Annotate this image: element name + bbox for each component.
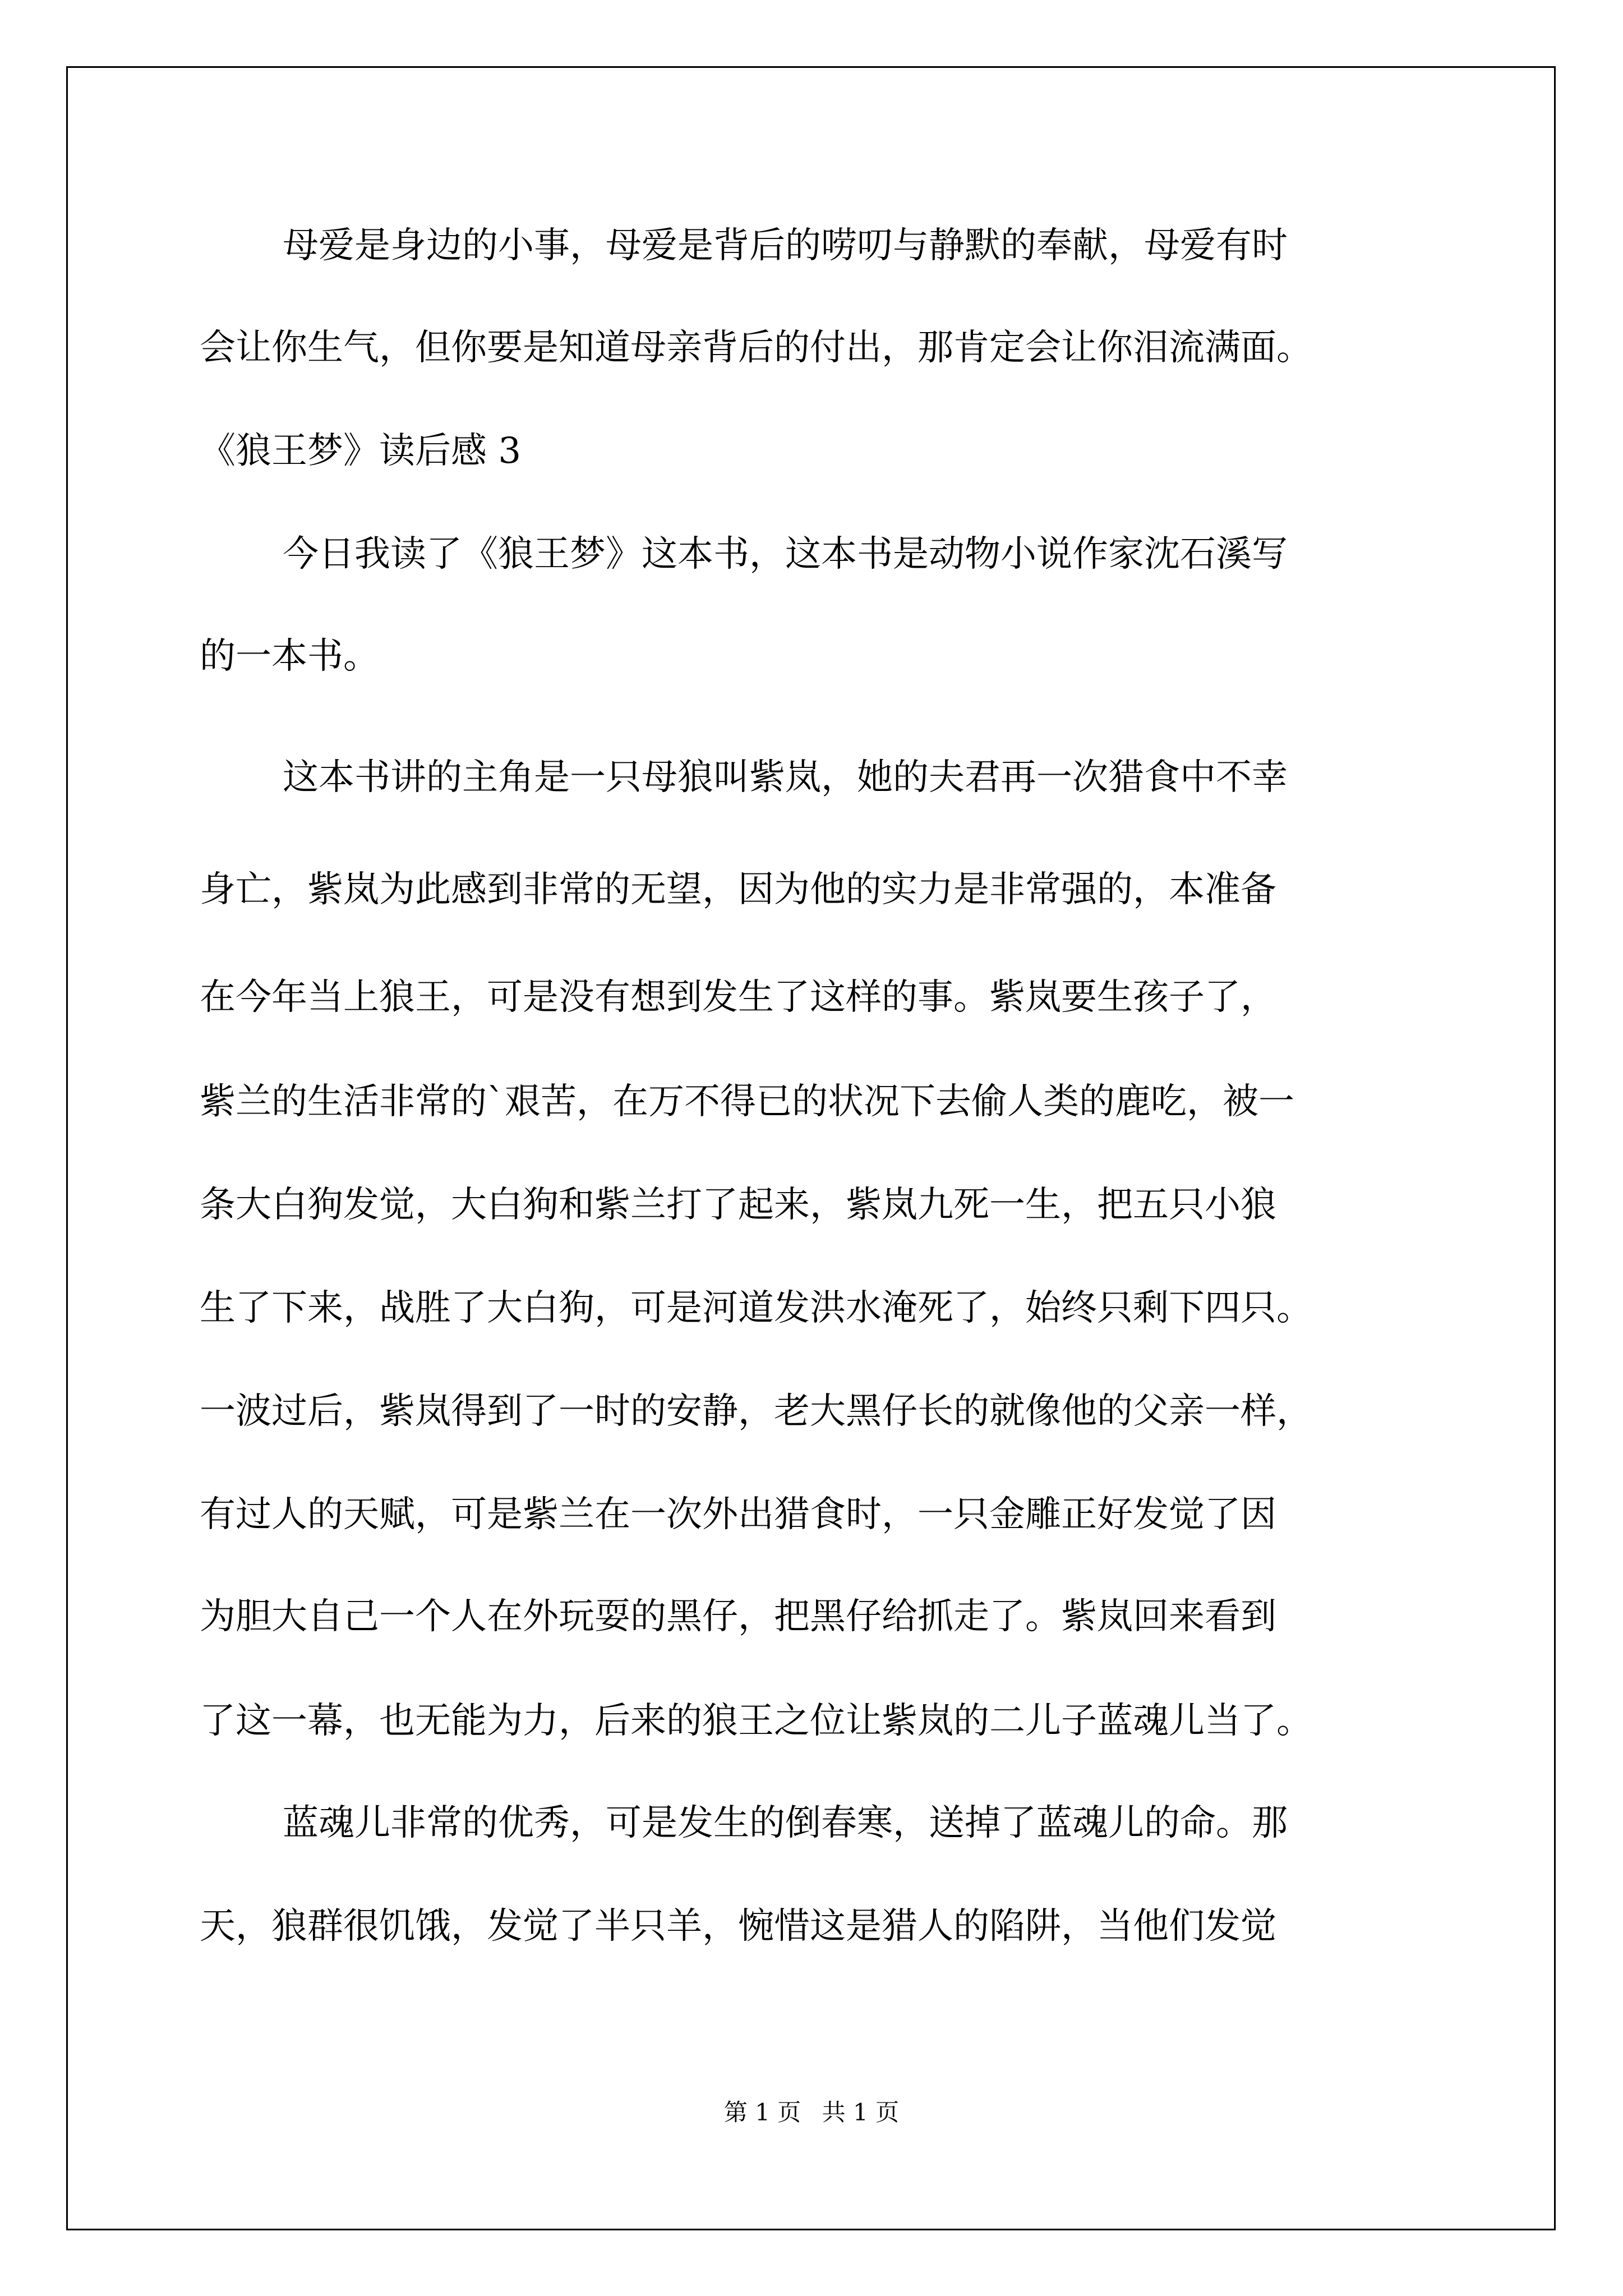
text-line: 一波过后，紫岚得到了一时的安静，老大黑仔长的就像他的父亲一样， xyxy=(200,1391,1312,1432)
text-line: 身亡，紫岚为此感到非常的无望，因为他的实力是非常强的，本准备 xyxy=(200,869,1276,910)
text-line: 了这一幕，也无能为力，后来的狼王之位让紫岚的二儿子蓝魂儿当了。 xyxy=(200,1700,1312,1742)
page-number: 第 1 页 xyxy=(723,2099,801,2126)
text-line: 有过人的天赋，可是紫兰在一次外出猎食时，一只金雕正好发觉了因 xyxy=(200,1494,1276,1535)
text-line: 生了下来，战胜了大白狗，可是河道发洪水淹死了，始终只剩下四只。 xyxy=(200,1287,1312,1329)
text-line: 的一本书。 xyxy=(200,636,379,677)
text-line: 为胆大自己一个人在外玩耍的黑仔，把黑仔给抓走了。紫岚回来看到 xyxy=(200,1596,1276,1637)
page-total: 共 1 页 xyxy=(822,2099,900,2126)
text-line: 会让你生气，但你要是知道母亲背后的付出，那肯定会让你泪流满面。 xyxy=(200,327,1312,369)
text-line: 在今年当上狼王，可是没有想到发生了这样的事。紫岚要生孩子了， xyxy=(200,977,1276,1018)
text-line: 今日我读了《狼王梦》这本书，这本书是动物小说作家沈石溪写 xyxy=(283,533,1288,575)
text-line: 天，狼群很饥饿，发觉了半只羊，惋惜这是猎人的陷阱，当他们发觉 xyxy=(200,1906,1276,1947)
text-line: 紫兰的生活非常的`艰苦，在万不得已的状况下去偷人类的鹿吃，被一 xyxy=(200,1081,1294,1122)
text-line: 蓝魂儿非常的优秀，可是发生的倒春寒，送掉了蓝魂儿的命。那 xyxy=(283,1802,1288,1844)
text-line: 母爱是身边的小事，母爱是背后的唠叨与静默的奉献，母爱有时 xyxy=(283,225,1288,266)
page-footer xyxy=(0,2098,1623,2127)
section-heading: 《狼王梦》读后感 3 xyxy=(200,430,522,472)
text-line: 这本书讲的主角是一只母狼叫紫岚，她的夫君再一次猎食中不幸 xyxy=(283,757,1288,798)
text-line: 条大白狗发觉，大白狗和紫兰打了起来，紫岚九死一生，把五只小狼 xyxy=(200,1184,1276,1226)
